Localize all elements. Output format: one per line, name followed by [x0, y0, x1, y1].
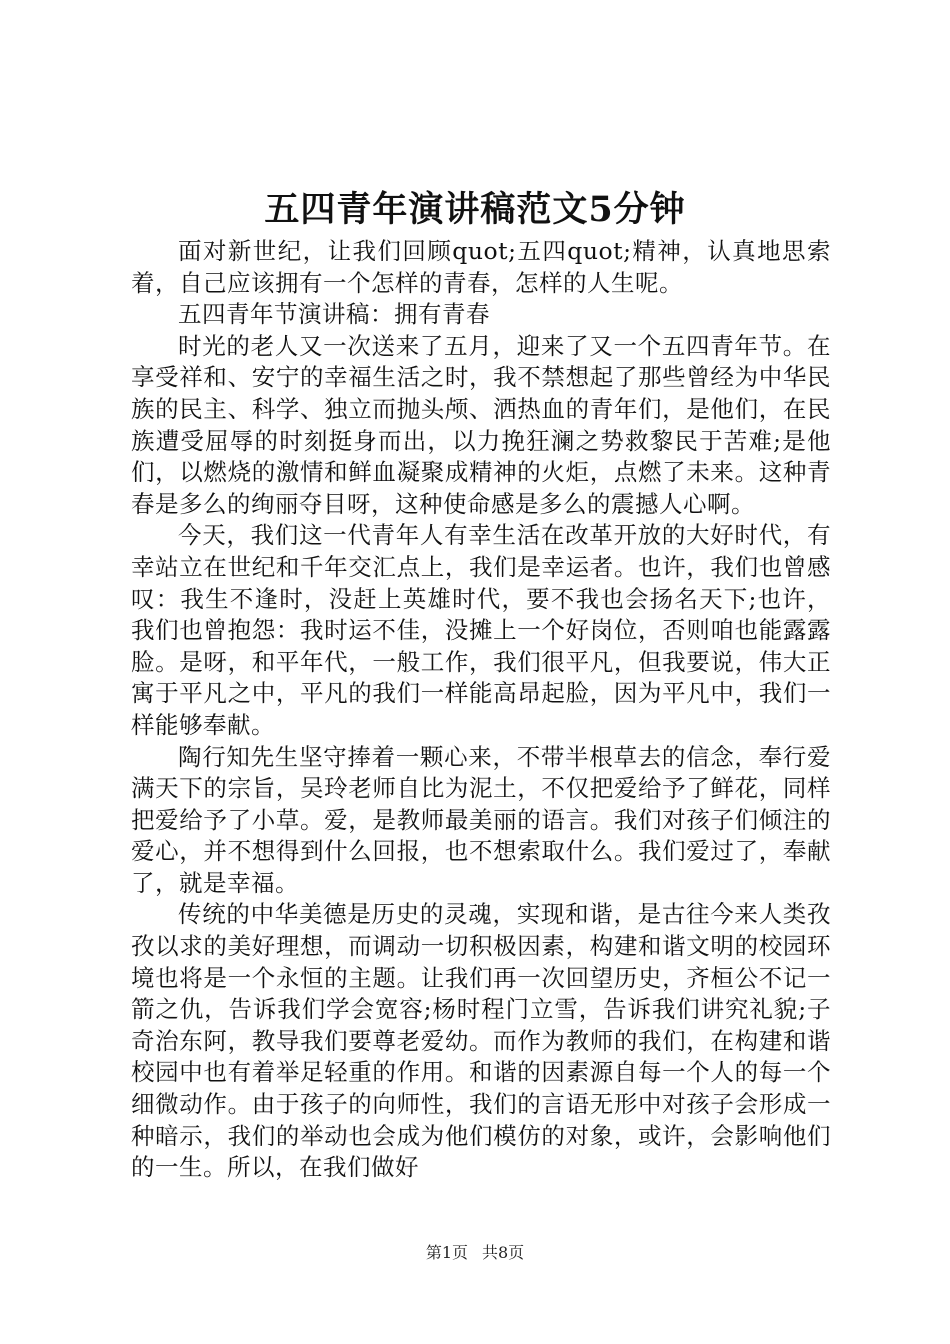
paragraph: 五四青年节演讲稿：拥有青春 [178, 300, 490, 329]
page-total: 共8页 [482, 1243, 525, 1262]
document-body [131, 236, 831, 1184]
paragraph: 时光的老人又一次送来了五月，迎来了又一个五四青年节。在享受祥和、安宁的幸福生活之时，我不禁想起了那些曾经为中华民族的民主、科学、独立而抛头颅、洒热血的青年们，是他们，在民族遭受屈辱的时刻挺身而出，以力挽狂澜之势救黎民于苦难;是他们，以燃烧的激情和鲜血凝聚成精神的火炬，点燃了未来。这种青春是多么的绚丽夺目呀，这种使命感是多么的震撼人心啊。 [131, 331, 831, 518]
page-number: 第1页 [425, 1243, 468, 1262]
page-footer [0, 1242, 950, 1264]
paragraph: 传统的中华美德是历史的灵魂，实现和谐，是古往今来人类孜孜以求的美好理想，而调动一切积极因素，构建和谐文明的校园环境也将是一个永恒的主题。让我们再一次回望历史，齐桓公不记一箭之仇，告诉我们学会宽容;杨时程门立雪，告诉我们讲究礼貌;子奇治东阿，教导我们要尊老爱幼。而作为教师的我们，在构建和谐校园中也有着举足轻重的作用。和谐的因素源自每一个人的每一个细微动作。由于孩子的向师性，我们的言语无形中对孩子会形成一种暗示，我们的举动也会成为他们模仿的对象，或许，会影响他们的一生。所以，在我们做好 [131, 900, 831, 1182]
paragraph: 今天，我们这一代青年人有幸生活在改革开放的大好时代，有幸站立在世纪和千年交汇点上，我们是幸运者。也许，我们也曾感叹：我生不逢时，没赶上英雄时代，要不我也会扬名天下;也许，我们也曾抱怨：我时运不佳，没摊上一个好岗位，否则咱也能露露脸。是呀，和平年代，一般工作，我们很平凡，但我要说，伟大正寓于平凡之中，平凡的我们一样能高昂起脸，因为平凡中，我们一样能够奉献。 [131, 521, 831, 739]
paragraph: 面对新世纪，让我们回顾quot;五四quot;精神，认真地思索着，自己应该拥有一个怎样的青春，怎样的人生呢。 [131, 237, 831, 297]
paragraph: 陶行知先生坚守捧着一颗心来，不带半根草去的信念，奉行爱满天下的宗旨，吴玲老师自比为泥土，不仅把爱给予了鲜花，同样把爱给予了小草。爱，是教师最美丽的语言。我们对孩子们倾注的爱心，并不想得到什么回报，也不想索取什么。我们爱过了，奉献了，就是幸福。 [131, 742, 831, 897]
document-title: 五四青年演讲稿范文5分钟 [264, 189, 686, 230]
